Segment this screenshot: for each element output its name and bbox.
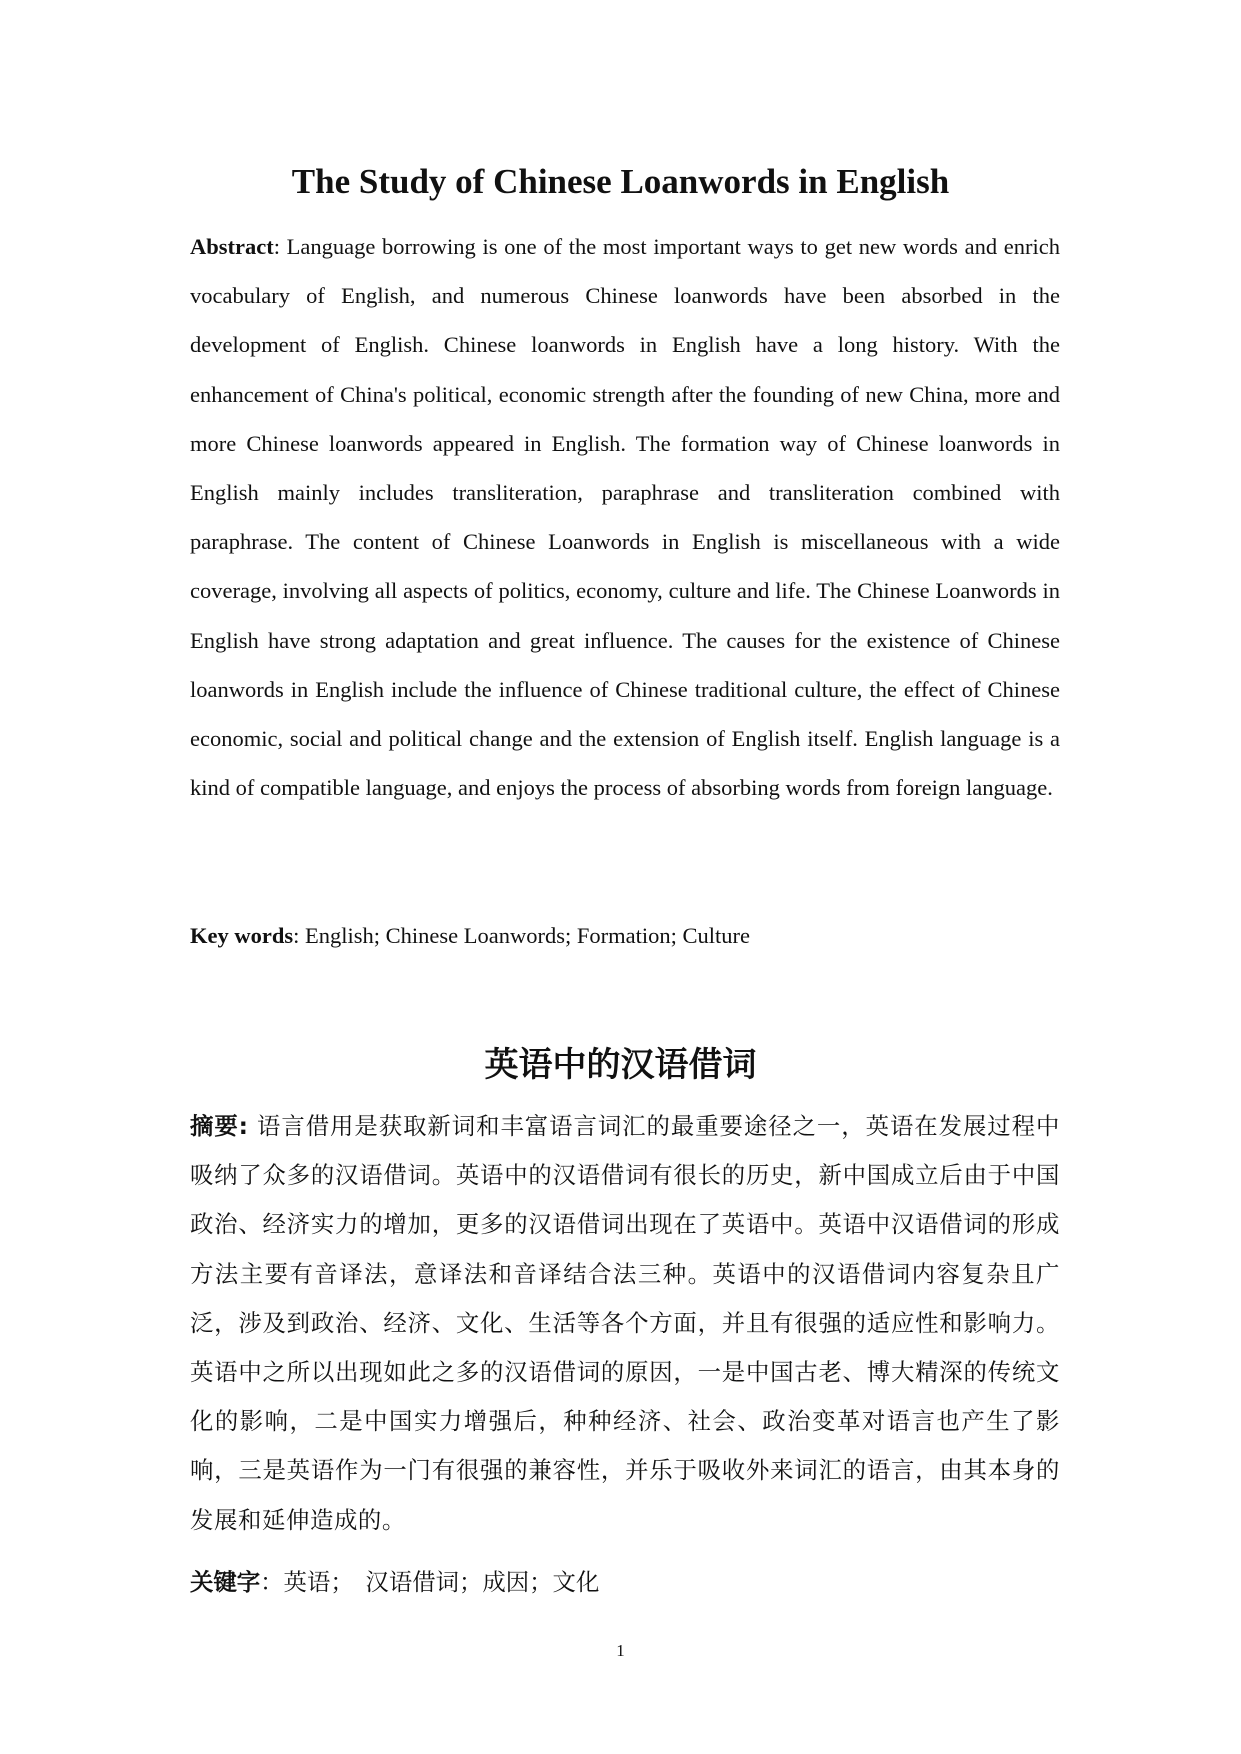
english-abstract-label: Abstract [190,234,274,259]
chinese-abstract [190,1102,1060,1545]
english-keywords-label: Key words [190,923,294,948]
english-keywords [190,916,1060,956]
english-abstract-text: : Language borrowing is one of the most important ways to get new words and enrich vocabulary of English, and numerous Chinese loanwords have been absorbed in the development of English. Chinese loanwords in English have a long history. With the enhancement of China's political, economic strength after the founding of new China, more and more Chinese loanwords appeared in English. The formation way of Chinese loanwords in English mainly includes transliteration, paraphrase and transliteration combined with paraphrase. The content of Chinese Loanwords in English is miscellaneous with a wide coverage, involving all aspects of politics, economy, culture and life. The Chinese Loanwords in English have strong adaptation and great influence. The causes for the existence of Chinese loanwords in English include the influence of Chinese traditional culture, the effect of Chinese economic, social and political change and the extension of English itself. English language is a kind of compatible language, and enjoys the process of absorbing words from foreign language. [190,234,1060,801]
chinese-keywords [190,1562,1060,1602]
english-title: The Study of Chinese Loanwords in English [291,162,950,201]
english-abstract [190,222,1060,812]
page-number: 1 [616,1641,625,1660]
chinese-abstract-label: 摘要: [190,1112,249,1140]
chinese-abstract-text: 语言借用是获取新词和丰富语言词汇的最重要途径之一，英语在发展过程中吸纳了众多的汉语借词。英语中的汉语借词有很长的历史，新中国成立后由于中国政治、经济实力的增加，更多的汉语借词出现在了英语中。英语中汉语借词的形成方法主要有音译法，意译法和音译结合法三种。英语中的汉语借词内容复杂且广泛，涉及到政治、经济、文化、生活等各个方面，并且有很强的适应性和影响力。英语中之所以出现如此之多的汉语借词的原因，一是中国古老、博大精深的传统文化的影响，二是中国实力增强后，种种经济、社会、政治变革对语言也产生了影响，三是英语作为一门有很强的兼容性，并乐于吸收外来词汇的语言，由其本身的发展和延伸造成的。 [190,1112,1060,1534]
chinese-keywords-label: 关键字 [190,1568,261,1596]
english-keywords-text: : English; Chinese Loanwords; Formation; Culture [293,923,750,948]
chinese-keywords-text: ：英语； 汉语借词；成因；文化 [260,1568,600,1596]
chinese-title: 英语中的汉语借词 [484,1045,757,1085]
